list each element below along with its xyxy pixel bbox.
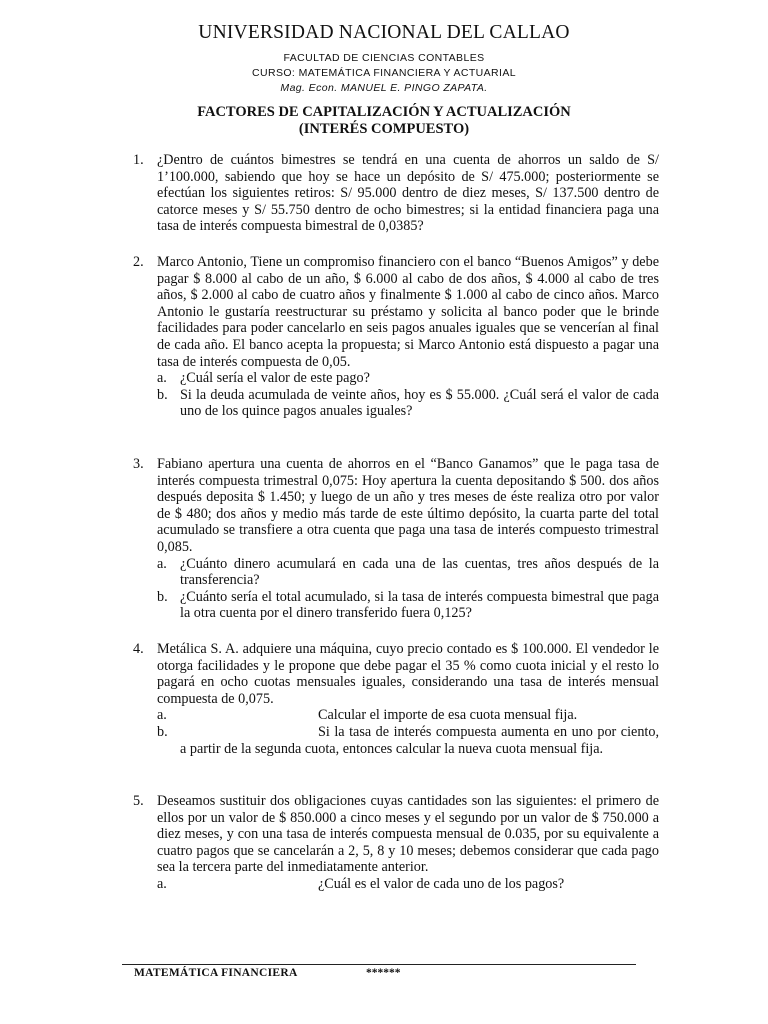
question-number: 5. (133, 793, 144, 809)
question-text: Fabiano apertura una cuenta de ahorros en el “Banco Ganamos” que le paga tasa de interés compuesta trimestral 0,075: Hoy apertura la cuenta depositando $ 500. dos años después deposita $ 1.450; y luego de un año y tres meses de éste realiza otro por valor de $ 480; dos años y medio más tarde de este último depósito, la cuarta parte del total acumulado se transfiere a otra cuenta que paga una tasa de interés compuesto trimestral 0,085. (157, 456, 659, 555)
item-text: Calcular el importe de esa cuota mensual fija. (318, 707, 578, 724)
question-text: ¿Dentro de cuántos bimestres se tendrá en una cuenta de ahorros un saldo de S/ 1’100.000, sabiendo que hoy se hace un depósito de S/ 475.000; posteriormente se efectúan los siguientes retiros: S/ 95.000 dentro de diez meses, S/ 137.500 dentro de catorce meses y S/ 55.750 dentro de ocho bimestres; si la entidad financiera paga una tasa de interés compuesta bimestral de 0,0385? (157, 152, 659, 235)
footer-course-label: MATEMÁTICA FINANCIERA (134, 967, 298, 979)
document-title: FACTORES DE CAPITALIZACIÓN Y ACTUALIZACIÓN (197, 104, 571, 120)
question-number: 1. (133, 152, 144, 168)
item-letter: a. (157, 875, 167, 892)
question-number: 3. (133, 456, 144, 472)
question-item (157, 724, 659, 757)
item-text: Si la tasa de interés compuesta aumenta en uno por ciento, a partir de la segunda cuota, entonces calcular la nueva cuota mensual fija. (180, 723, 659, 757)
question-item (157, 589, 659, 622)
question-number: 4. (133, 641, 144, 657)
item-letter: a. (157, 707, 167, 724)
question-2 (133, 254, 659, 420)
item-text: ¿Cuánto dinero acumulará en cada una de las cuentas, tres años después de la transferencia? (180, 555, 659, 589)
footer-marker: ****** (366, 967, 401, 979)
item-text: ¿Cuál es el valor de cada uno de los pagos? (318, 875, 565, 892)
question-item (157, 556, 659, 589)
item-letter: a. (157, 555, 167, 572)
question-4 (133, 641, 659, 757)
item-letter: b. (157, 386, 168, 403)
question-text: Deseamos sustituir dos obligaciones cuyas cantidades son las siguientes: el primero de ellos por un valor de $ 850.000 a cinco meses y el segundo por un valor de $ 750.000 a diez meses, y con una tasa de interés compuesta mensual de 0.035, por su equivalente a cuatro pagos que se cancelarán a 2, 5, 8 y 10 meses; debemos considerar que cada pago sea la tercera parte del inmediatamente anterior. (157, 793, 659, 876)
document-subtitle: (INTERÉS COMPUESTO) (298, 121, 470, 137)
question-5 (133, 793, 659, 893)
question-text: Metálica S. A. adquiere una máquina, cuyo precio contado es $ 100.000. El vendedor le otorga facilidades y le propone que debe pagar el 35 % como cuota inicial y el resto lo pagará en ocho cuotas mensuales iguales, considerando una tasa de interés mensual compuesta de 0,075. (157, 641, 659, 707)
course-name: CURSO: MATEMÁTICA FINANCIERA Y ACTUARIAL (252, 67, 516, 79)
footer-divider (122, 964, 636, 965)
item-letter: b. (157, 723, 168, 740)
university-name: UNIVERSIDAD NACIONAL DEL CALLAO (198, 22, 570, 43)
question-text: Marco Antonio, Tiene un compromiso financiero con el banco “Buenos Amigos” y debe pagar $ 8.000 al cabo de un año, $ 6.000 al cabo de dos años, $ 4.000 al cabo de tres años, $ 2.000 al cabo de cuatro años y finalmente $ 1.000 al cabo de cinco años. Marco Antonio le gustaría reestructurar su préstamo y solicita al banco poder que le brinde facilidades para poder cancelarlo en seis pagos anuales iguales que se vencerían al final de cada año. El banco acepta la propuesta; si Marco Antonio está dispuesto a pagar una tasa de interés compuesta de 0,05. (157, 254, 659, 370)
question-1 (133, 152, 659, 235)
question-item (157, 387, 659, 420)
question-item (157, 876, 659, 893)
item-text: ¿Cuál sería el valor de este pago? (180, 370, 370, 387)
item-text: ¿Cuánto sería el total acumulado, si la tasa de interés compuesta bimestral que paga la otra cuenta por el dinero transferido fuera 0,125? (180, 588, 659, 622)
teacher-name: Mag. Econ. MANUEL E. PINGO ZAPATA. (280, 82, 488, 94)
question-number: 2. (133, 254, 144, 270)
faculty-name: FACULTAD DE CIENCIAS CONTABLES (283, 52, 485, 64)
question-item (157, 370, 659, 387)
item-text: Si la deuda acumulada de veinte años, hoy es $ 55.000. ¿Cuál será el valor de cada uno de los quince pagos anuales iguales? (180, 386, 659, 420)
question-item (157, 707, 659, 724)
item-letter: a. (157, 370, 167, 387)
item-letter: b. (157, 588, 168, 605)
question-3 (133, 456, 659, 622)
